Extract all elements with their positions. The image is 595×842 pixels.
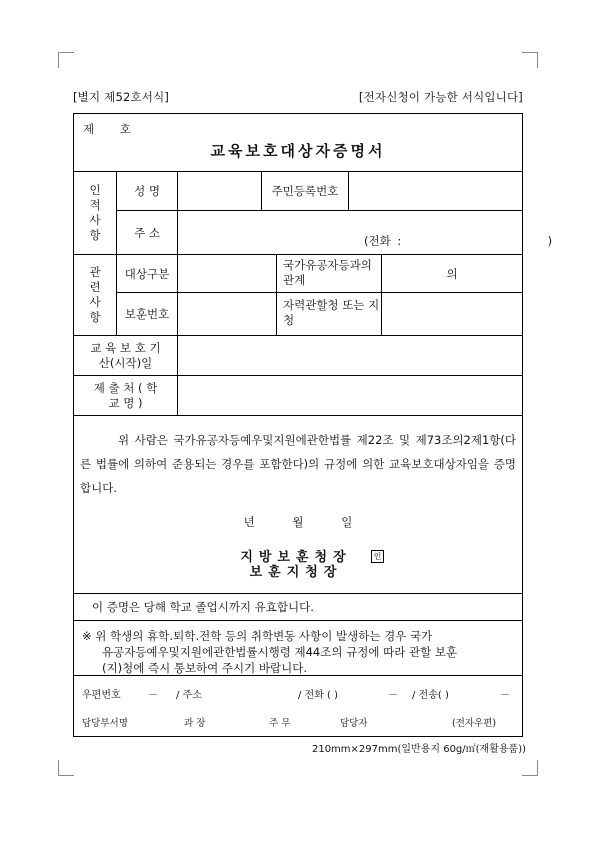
seal-icon: 인 <box>371 550 384 563</box>
target-type-label: 대상구분 <box>117 255 178 292</box>
submit-to-label: 제 출 처 ( 학 교 명 ) <box>74 376 178 415</box>
issue-date: 년 월 일 <box>243 515 353 529</box>
page-title: 교육보호대상자증명서 <box>210 142 386 160</box>
submit-to-field[interactable] <box>178 376 522 415</box>
notice-line: 유공자등예우및지원에관한법률시행령 제44조의 규정에 따라 관할 보훈 <box>102 645 458 659</box>
protection-start-label: 교 육 보 호 기산(시작)일 <box>74 336 178 375</box>
assistant-label: 주 무 <box>269 718 291 729</box>
crop-mark <box>522 775 538 776</box>
fax-label: / 전송( ) <box>412 690 449 701</box>
address-contact-label: / 주소 <box>176 690 202 701</box>
title-row <box>74 114 522 172</box>
document-number-label: 제 호 <box>83 122 131 136</box>
form-id: [별지 제52호서식] <box>73 90 170 104</box>
certificate-form <box>73 113 553 737</box>
target-type-field[interactable] <box>178 255 277 292</box>
e-application-note: [전자신청이 가능한 서식입니다] <box>358 90 523 104</box>
office-label: 자력관할청 또는 지청 <box>277 293 382 335</box>
name-field[interactable] <box>178 172 262 210</box>
postal-label: 우편번호 <box>82 690 121 701</box>
crop-mark <box>537 760 538 776</box>
rrn-field[interactable] <box>349 172 522 210</box>
related-section <box>74 255 522 336</box>
separator: － <box>388 690 398 701</box>
address-label: 주 소 <box>117 211 178 254</box>
protection-start-field[interactable] <box>178 336 522 375</box>
contact-block <box>74 676 522 736</box>
notice-block <box>74 621 522 676</box>
phone-contact-label: / 전화 ( ) <box>298 690 339 701</box>
crop-mark <box>58 52 59 68</box>
personal-section-label: 인적사항 <box>74 172 117 254</box>
chief-label: 과 장 <box>184 718 206 729</box>
separator: － <box>500 690 510 701</box>
certification-block <box>74 416 522 594</box>
crop-mark <box>58 760 59 776</box>
veteran-number-field[interactable] <box>178 293 277 335</box>
relation-label: 국가유공자등과의 관계 <box>277 255 382 292</box>
certification-text: 위 사람은 국가유공자등예우및지원에관한법률 제22조 및 제73조의2제1항(다른 법률에 의하여 준용되는 경우를 포함한다)의 규정에 의한 교육보호대상자임을 증명합니다. <box>80 433 516 495</box>
personal-section <box>74 172 553 255</box>
relation-value: 의 <box>446 266 458 281</box>
address-field[interactable] <box>178 211 553 254</box>
issuer-regional: 지방보훈청장 <box>240 550 352 565</box>
notice-line: ※ 위 학생의 휴학․퇴학․전학 등의 취학변동 사항이 발생하는 경우 국가 <box>82 629 433 643</box>
veteran-number-label: 보훈번호 <box>117 293 178 335</box>
notice-line: (지)청에 즉시 통보하여 주시기 바랍니다. <box>102 661 307 675</box>
email-label: (전자우편) <box>452 718 497 729</box>
rrn-label: 주민등록번호 <box>262 172 349 210</box>
crop-mark <box>537 52 538 68</box>
phone-label: (전화 : ) <box>364 234 553 248</box>
crop-mark <box>58 775 74 776</box>
department-label: 담당부서명 <box>82 718 128 729</box>
officer-label: 담당자 <box>340 718 368 729</box>
validity-notice: 이 증명은 당해 학교 졸업시까지 유효합니다. <box>74 594 522 621</box>
crop-mark <box>522 52 538 53</box>
name-label: 성 명 <box>117 172 178 210</box>
office-field[interactable] <box>382 293 522 335</box>
separator: － <box>148 690 158 701</box>
issuer-branch: 보훈지청장 <box>249 565 343 580</box>
related-section-label: 관련사항 <box>74 255 117 335</box>
paper-size-note: 210mm×297mm(일반용지 60g/㎡(재활용품)) <box>311 744 526 755</box>
crop-mark <box>58 52 74 53</box>
